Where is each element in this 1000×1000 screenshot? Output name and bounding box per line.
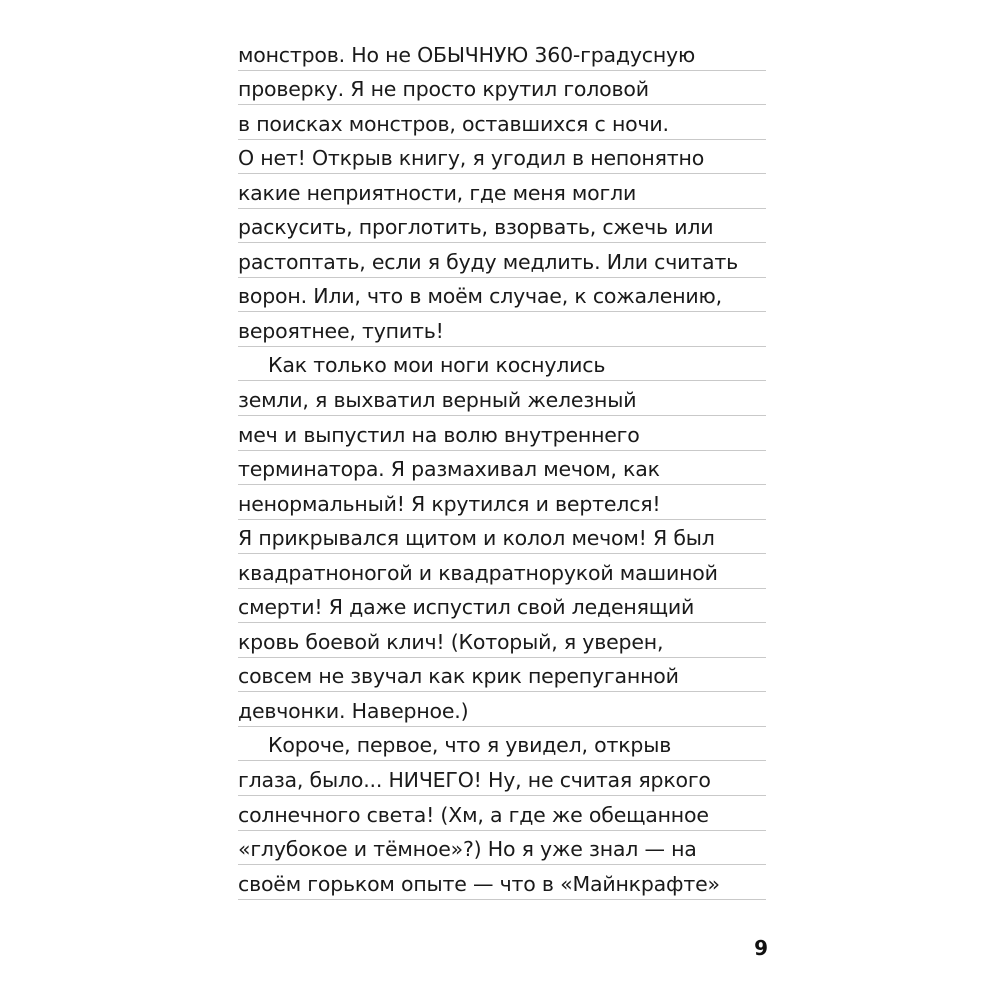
text-line <box>238 416 766 451</box>
text-line-content: вероятнее, тупить! <box>238 318 444 343</box>
text-line <box>238 347 766 382</box>
text-line-content: растоптать, если я буду медлить. Или считать <box>238 249 739 274</box>
text-line <box>238 623 766 658</box>
text-line <box>238 312 766 347</box>
text-line-content: солнечного света! (Хм, а где же обещанное <box>238 802 709 827</box>
text-line-content: девчонки. Наверное.) <box>238 698 469 723</box>
text-line-content: проверку. Я не просто крутил головой <box>238 77 649 102</box>
text-line <box>238 796 766 831</box>
text-line-content: смерти! Я даже испустил свой леденящий <box>238 595 695 620</box>
text-line <box>238 761 766 796</box>
text-line-content: Как только мои ноги коснулись <box>268 353 606 378</box>
page-number: 9 <box>754 936 768 960</box>
text-line <box>238 105 766 140</box>
text-line-content: Короче, первое, что я увидел, открыв <box>268 733 672 758</box>
text-line-content: глаза, было... НИЧЕГО! Ну, не считая яркого <box>238 768 711 793</box>
text-line <box>238 243 766 278</box>
text-line <box>238 381 766 416</box>
ruled-text-block <box>238 36 766 900</box>
text-line-content: своём горьком опыте — что в «Майнкрафте» <box>238 871 720 896</box>
text-line-content: О нет! Открыв книгу, я угодил в непонятно <box>238 146 705 171</box>
text-line <box>238 174 766 209</box>
text-line <box>238 589 766 624</box>
text-line-content: монстров. Но не ОБЫЧНУЮ 360-градусную <box>238 42 696 67</box>
text-line <box>238 831 766 866</box>
text-line <box>238 71 766 106</box>
text-line <box>238 36 766 71</box>
text-line-content: ворон. Или, что в моём случае, к сожалению, <box>238 284 722 309</box>
text-line <box>238 554 766 589</box>
text-line-content: меч и выпустил на волю внутреннего <box>238 422 640 447</box>
text-line <box>238 140 766 175</box>
text-line-content: раскусить, проглотить, взорвать, сжечь или <box>238 215 714 240</box>
text-line-content: какие неприятности, где меня могли <box>238 180 637 205</box>
text-line-content: терминатора. Я размахивал мечом, как <box>238 457 660 482</box>
text-line <box>238 209 766 244</box>
text-line <box>238 278 766 313</box>
text-line-content: кровь боевой клич! (Который, я уверен, <box>238 629 664 654</box>
text-line-content: квадратноногой и квадратнорукой машиной <box>238 560 718 585</box>
text-line-content: в поисках монстров, оставшихся с ночи. <box>238 111 669 136</box>
text-line <box>238 485 766 520</box>
text-line <box>238 451 766 486</box>
text-line-content: «глубокое и тёмное»?) Но я уже знал — на <box>238 837 697 862</box>
text-line-content: Я прикрывался щитом и колол мечом! Я был <box>238 526 715 551</box>
text-line-content: ненормальный! Я крутился и вертелся! <box>238 491 661 516</box>
text-line <box>238 865 766 900</box>
text-line <box>238 692 766 727</box>
text-line <box>238 520 766 555</box>
text-line-content: совсем не звучал как крик перепуганной <box>238 664 679 689</box>
text-line <box>238 658 766 693</box>
text-line <box>238 727 766 762</box>
text-line-content: земли, я выхватил верный железный <box>238 388 637 413</box>
